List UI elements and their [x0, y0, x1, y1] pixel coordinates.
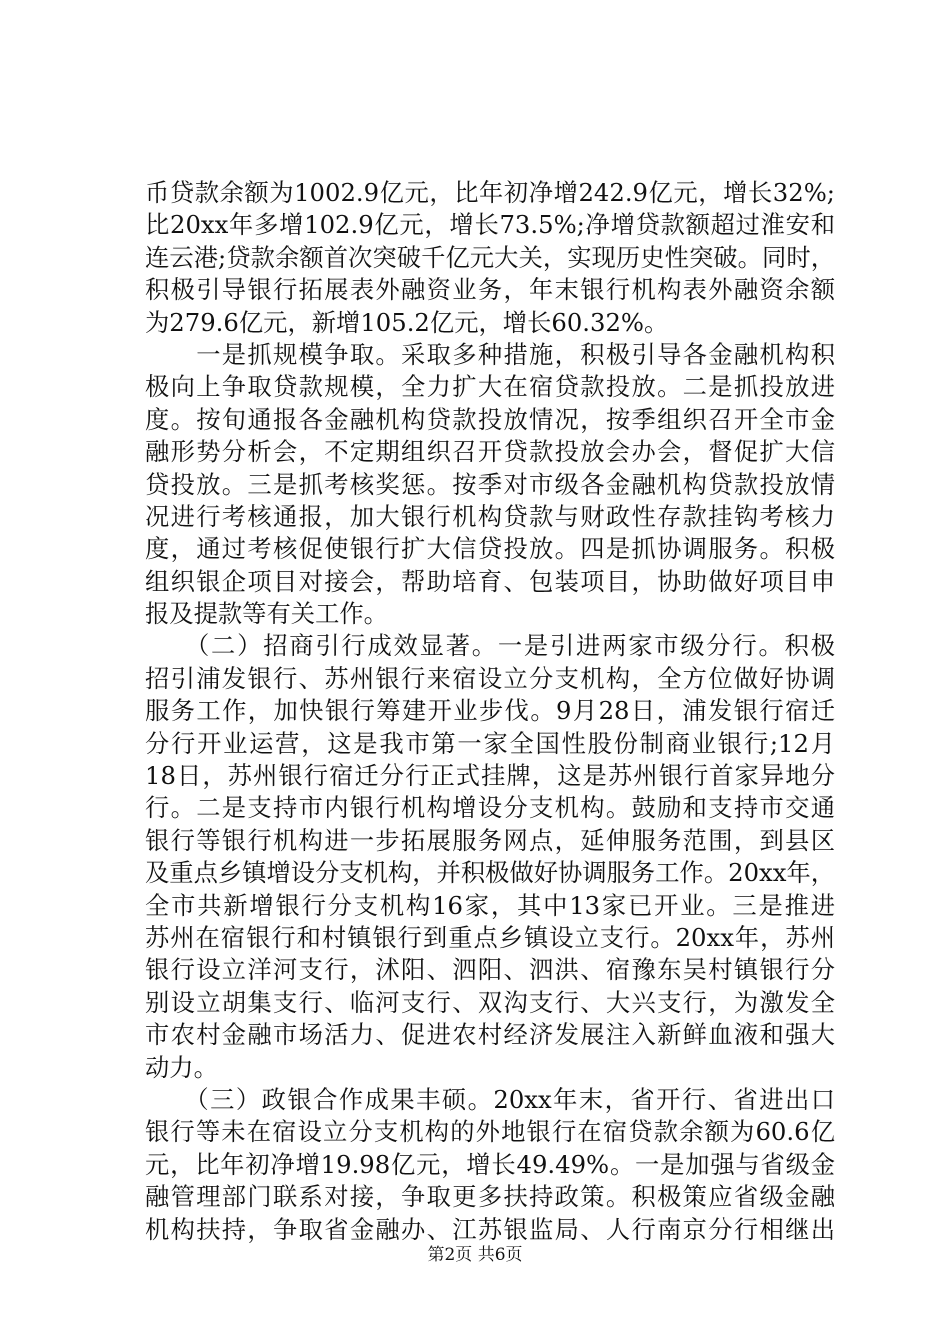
- text-line: 度，通过考核促使银行扩大信贷投放。四是抓协调服务。积极: [145, 534, 835, 564]
- text-line: 一是抓规模争取。采取多种措施，积极引导各金融机构积: [145, 339, 835, 369]
- text-line: 银行等银行机构进一步拓展服务网点，延伸服务范围，到县区: [145, 825, 835, 855]
- text-line: 元，比年初净增19.98亿元，增长49.49%。一是加强与省级金: [145, 1149, 835, 1179]
- text-line: 动力。: [145, 1052, 218, 1082]
- document-body: [145, 177, 835, 1246]
- text-line: 苏州在宿银行和村镇银行到重点乡镇设立支行。20xx年，苏州: [145, 922, 835, 952]
- text-line: 银行等未在宿设立分支机构的外地银行在宿贷款余额为60.6亿: [145, 1117, 835, 1147]
- text-line: 况进行考核通报，加大银行机构贷款与财政性存款挂钩考核力: [145, 501, 835, 531]
- text-line: 及重点乡镇增设分支机构，并积极做好协调服务工作。20xx年，: [145, 858, 835, 888]
- text-line: 服务工作，加快银行筹建开业步伐。9月28日，浦发银行宿迁: [145, 696, 835, 726]
- text-line: 币贷款余额为1002.9亿元，比年初净增242.9亿元，增长32%;: [145, 178, 835, 207]
- text-line: 度。按旬通报各金融机构贷款投放情况，按季组织召开全市金: [145, 404, 835, 434]
- text-line: 报及提款等有关工作。: [145, 599, 388, 629]
- page-footer: 第2页 共6页: [427, 1245, 523, 1265]
- text-line: 机构扶持，争取省金融办、江苏银监局、人行南京分行相继出: [145, 1214, 835, 1244]
- text-line: （三）政银合作成果丰硕。20xx年末，省开行、省进出口: [145, 1084, 835, 1114]
- text-line: 极向上争取贷款规模，全力扩大在宿贷款投放。二是抓投放进: [145, 372, 835, 402]
- text-line: 招引浦发银行、苏州银行来宿设立分支机构，全方位做好协调: [145, 663, 835, 693]
- text-line: 组织银企项目对接会，帮助培育、包装项目，协助做好项目申: [145, 566, 835, 596]
- text-line: 分行开业运营，这是我市第一家全国性股份制商业银行;12月: [145, 728, 835, 758]
- text-line: 行。二是支持市内银行机构增设分支机构。鼓励和支持市交通: [145, 793, 835, 823]
- text-line: 融形势分析会，不定期组织召开贷款投放会办会，督促扩大信: [145, 437, 835, 467]
- text-line: 积极引导银行拓展表外融资业务，年末银行机构表外融资余额: [145, 275, 835, 305]
- text-line: 贷投放。三是抓考核奖惩。按季对市级各金融机构贷款投放情: [145, 469, 835, 499]
- text-line: 别设立胡集支行、临河支行、双沟支行、大兴支行，为激发全: [145, 987, 835, 1017]
- text-line: 银行设立洋河支行，沭阳、泗阳、泗洪、宿豫东吴村镇银行分: [145, 955, 835, 985]
- text-line: 18日，苏州银行宿迁分行正式挂牌，这是苏州银行首家异地分: [145, 761, 835, 791]
- text-line: 连云港;贷款余额首次突破千亿元大关，实现历史性突破。同时，: [145, 242, 835, 272]
- text-line: 市农村金融市场活力、促进农村经济发展注入新鲜血液和强大: [145, 1020, 835, 1050]
- text-line: （二）招商引行成效显著。一是引进两家市级分行。积极: [145, 631, 835, 661]
- text-line: 为279.6亿元，新增105.2亿元，增长60.32%。: [145, 307, 669, 337]
- text-line: 比20xx年多增102.9亿元，增长73.5%;净增贷款额超过淮安和: [145, 210, 835, 240]
- text-line: 全市共新增银行分支机构16家，其中13家已开业。三是推进: [145, 890, 835, 920]
- text-line: 融管理部门联系对接，争取更多扶持政策。积极策应省级金融: [145, 1182, 835, 1212]
